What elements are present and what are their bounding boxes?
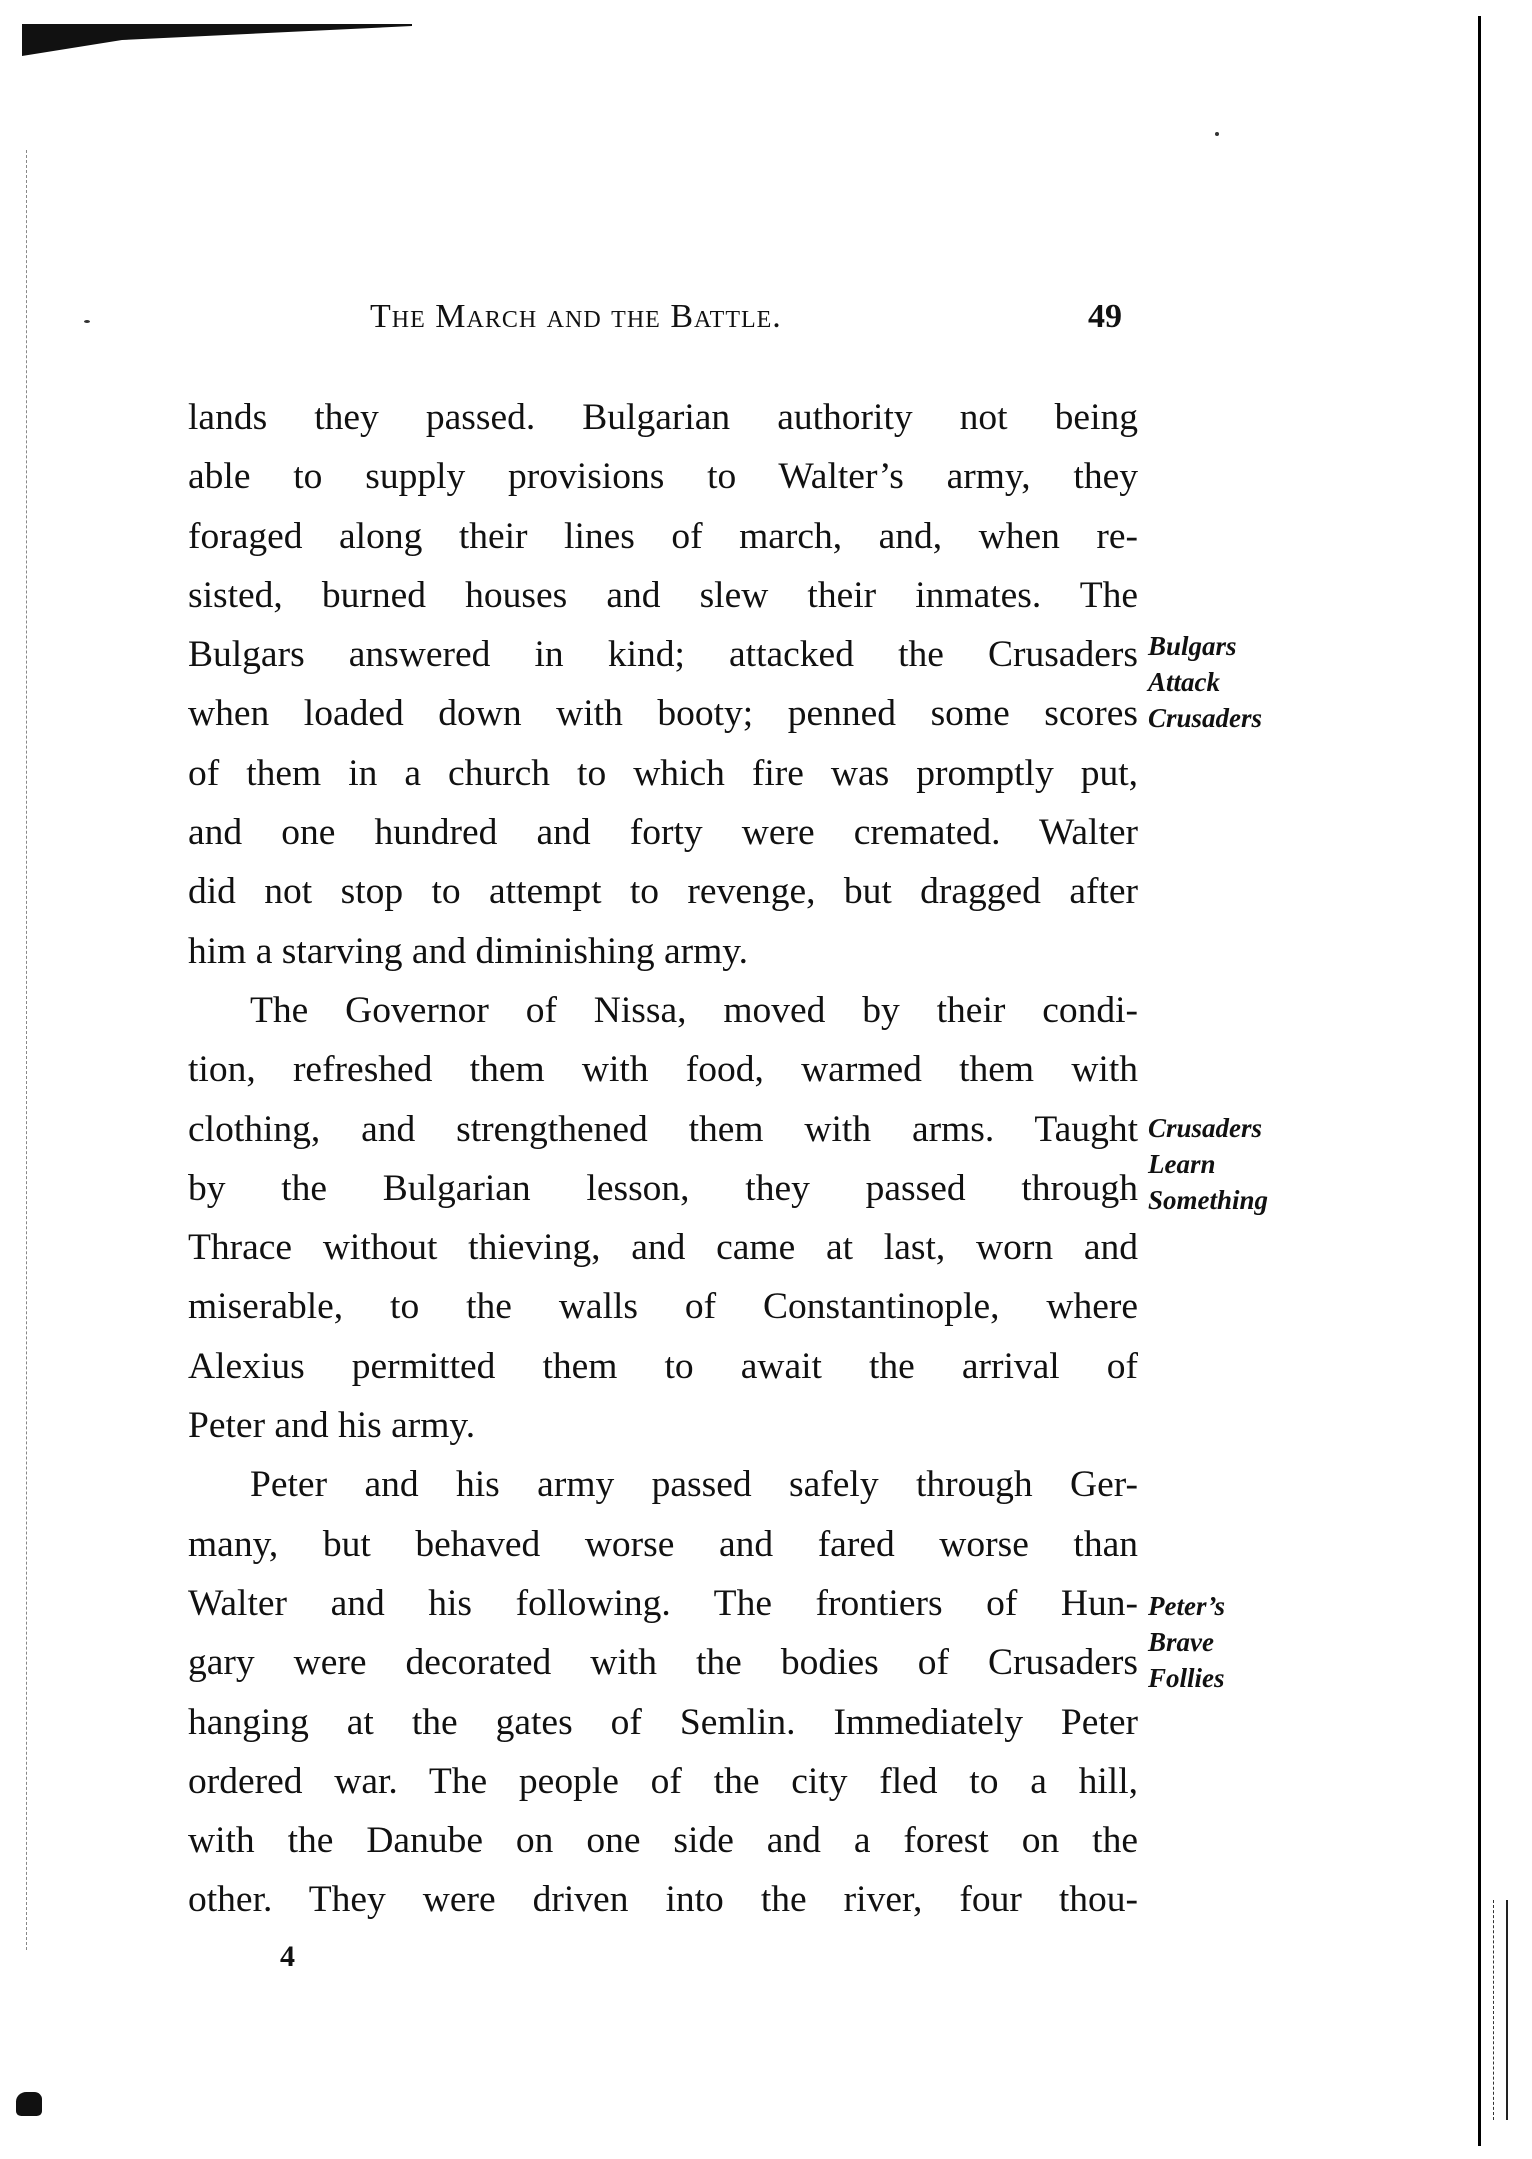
paragraph-start-line: The Governor of Nissa, moved by their condi- xyxy=(250,989,1138,1031)
text-line: miserable, to the walls of Constantinople, where xyxy=(188,1286,1138,1328)
text-line: clothing, and strengthened them with arms. Taught xyxy=(188,1108,1138,1150)
text-line: did not stop to attempt to revenge, but dragged after xyxy=(188,871,1138,913)
text-line: Peter and his army. xyxy=(188,1405,476,1447)
text-line: Thrace without thieving, and came at last, worn and xyxy=(188,1227,1138,1269)
text-line: of them in a church to which fire was promptly put, xyxy=(188,752,1138,794)
body-text xyxy=(188,388,1138,1930)
speck xyxy=(84,320,90,323)
text-line: when loaded down with booty; penned some scores xyxy=(188,693,1138,735)
running-head xyxy=(370,298,1140,348)
text-line: ordered war. The people of the city fled to a hill, xyxy=(188,1760,1138,1802)
running-title: The March and the Battle. xyxy=(370,298,782,335)
margin-note-line: Learn xyxy=(1148,1149,1216,1179)
text-line: him a starving and diminishing army. xyxy=(188,930,748,972)
ink-blot xyxy=(16,2092,42,2116)
text-line: Walter and his following. The frontiers of Hun- xyxy=(188,1582,1138,1624)
margin-note-line: Crusaders xyxy=(1148,1113,1263,1143)
margin-note-line: Bulgars xyxy=(1148,631,1237,661)
text-line: gary were decorated with the bodies of Crusaders xyxy=(188,1642,1138,1684)
margin-note-crusaders-learn xyxy=(1148,1110,1268,1218)
text-line: Bulgars answered in kind; attacked the Crusaders xyxy=(188,634,1138,676)
margin-note-line: Brave xyxy=(1148,1627,1214,1657)
margin-note-bulgars-attack xyxy=(1148,628,1262,736)
text-line: other. They were driven into the river, four thou- xyxy=(188,1879,1138,1921)
text-line: with the Danube on one side and a forest on the xyxy=(188,1820,1138,1862)
margin-note-line: Follies xyxy=(1148,1663,1225,1693)
text-line: tion, refreshed them with food, warmed them with xyxy=(188,1049,1138,1091)
paragraph-start-line: Peter and his army passed safely through Ger- xyxy=(250,1464,1138,1506)
scan-edge-right-dashed xyxy=(1493,1900,1495,2120)
scan-edge-left xyxy=(26,150,27,1950)
text-line: sisted, burned houses and slew their inmates. The xyxy=(188,574,1138,616)
scan-edge-right-outer xyxy=(1506,1900,1508,2120)
speck xyxy=(1215,132,1219,136)
scan-edge-right xyxy=(1478,16,1481,2146)
signature-mark: 4 xyxy=(280,1940,295,1973)
text-line: many, but behaved worse and fared worse than xyxy=(188,1523,1138,1565)
text-line: by the Bulgarian lesson, they passed through xyxy=(188,1167,1138,1209)
text-line: and one hundred and forty were cremated. Walter xyxy=(188,812,1138,854)
margin-note-peters-follies xyxy=(1148,1588,1225,1696)
text-line: lands they passed. Bulgarian authority not being xyxy=(188,397,1138,438)
text-line: Alexius permitted them to await the arrival of xyxy=(188,1345,1138,1387)
text-line: hanging at the gates of Semlin. Immediately Peter xyxy=(188,1701,1138,1743)
scan-smudge xyxy=(22,22,412,62)
margin-note-line: Crusaders xyxy=(1148,703,1263,733)
margin-note-line: Attack xyxy=(1148,667,1220,697)
page-number: 49 xyxy=(1088,298,1122,335)
text-line: able to supply provisions to Walter’s army, they xyxy=(188,456,1138,498)
text-line: foraged along their lines of march, and, when re- xyxy=(188,515,1138,557)
margin-note-line: Something xyxy=(1148,1185,1269,1215)
margin-note-line: Peter’s xyxy=(1148,1591,1225,1621)
